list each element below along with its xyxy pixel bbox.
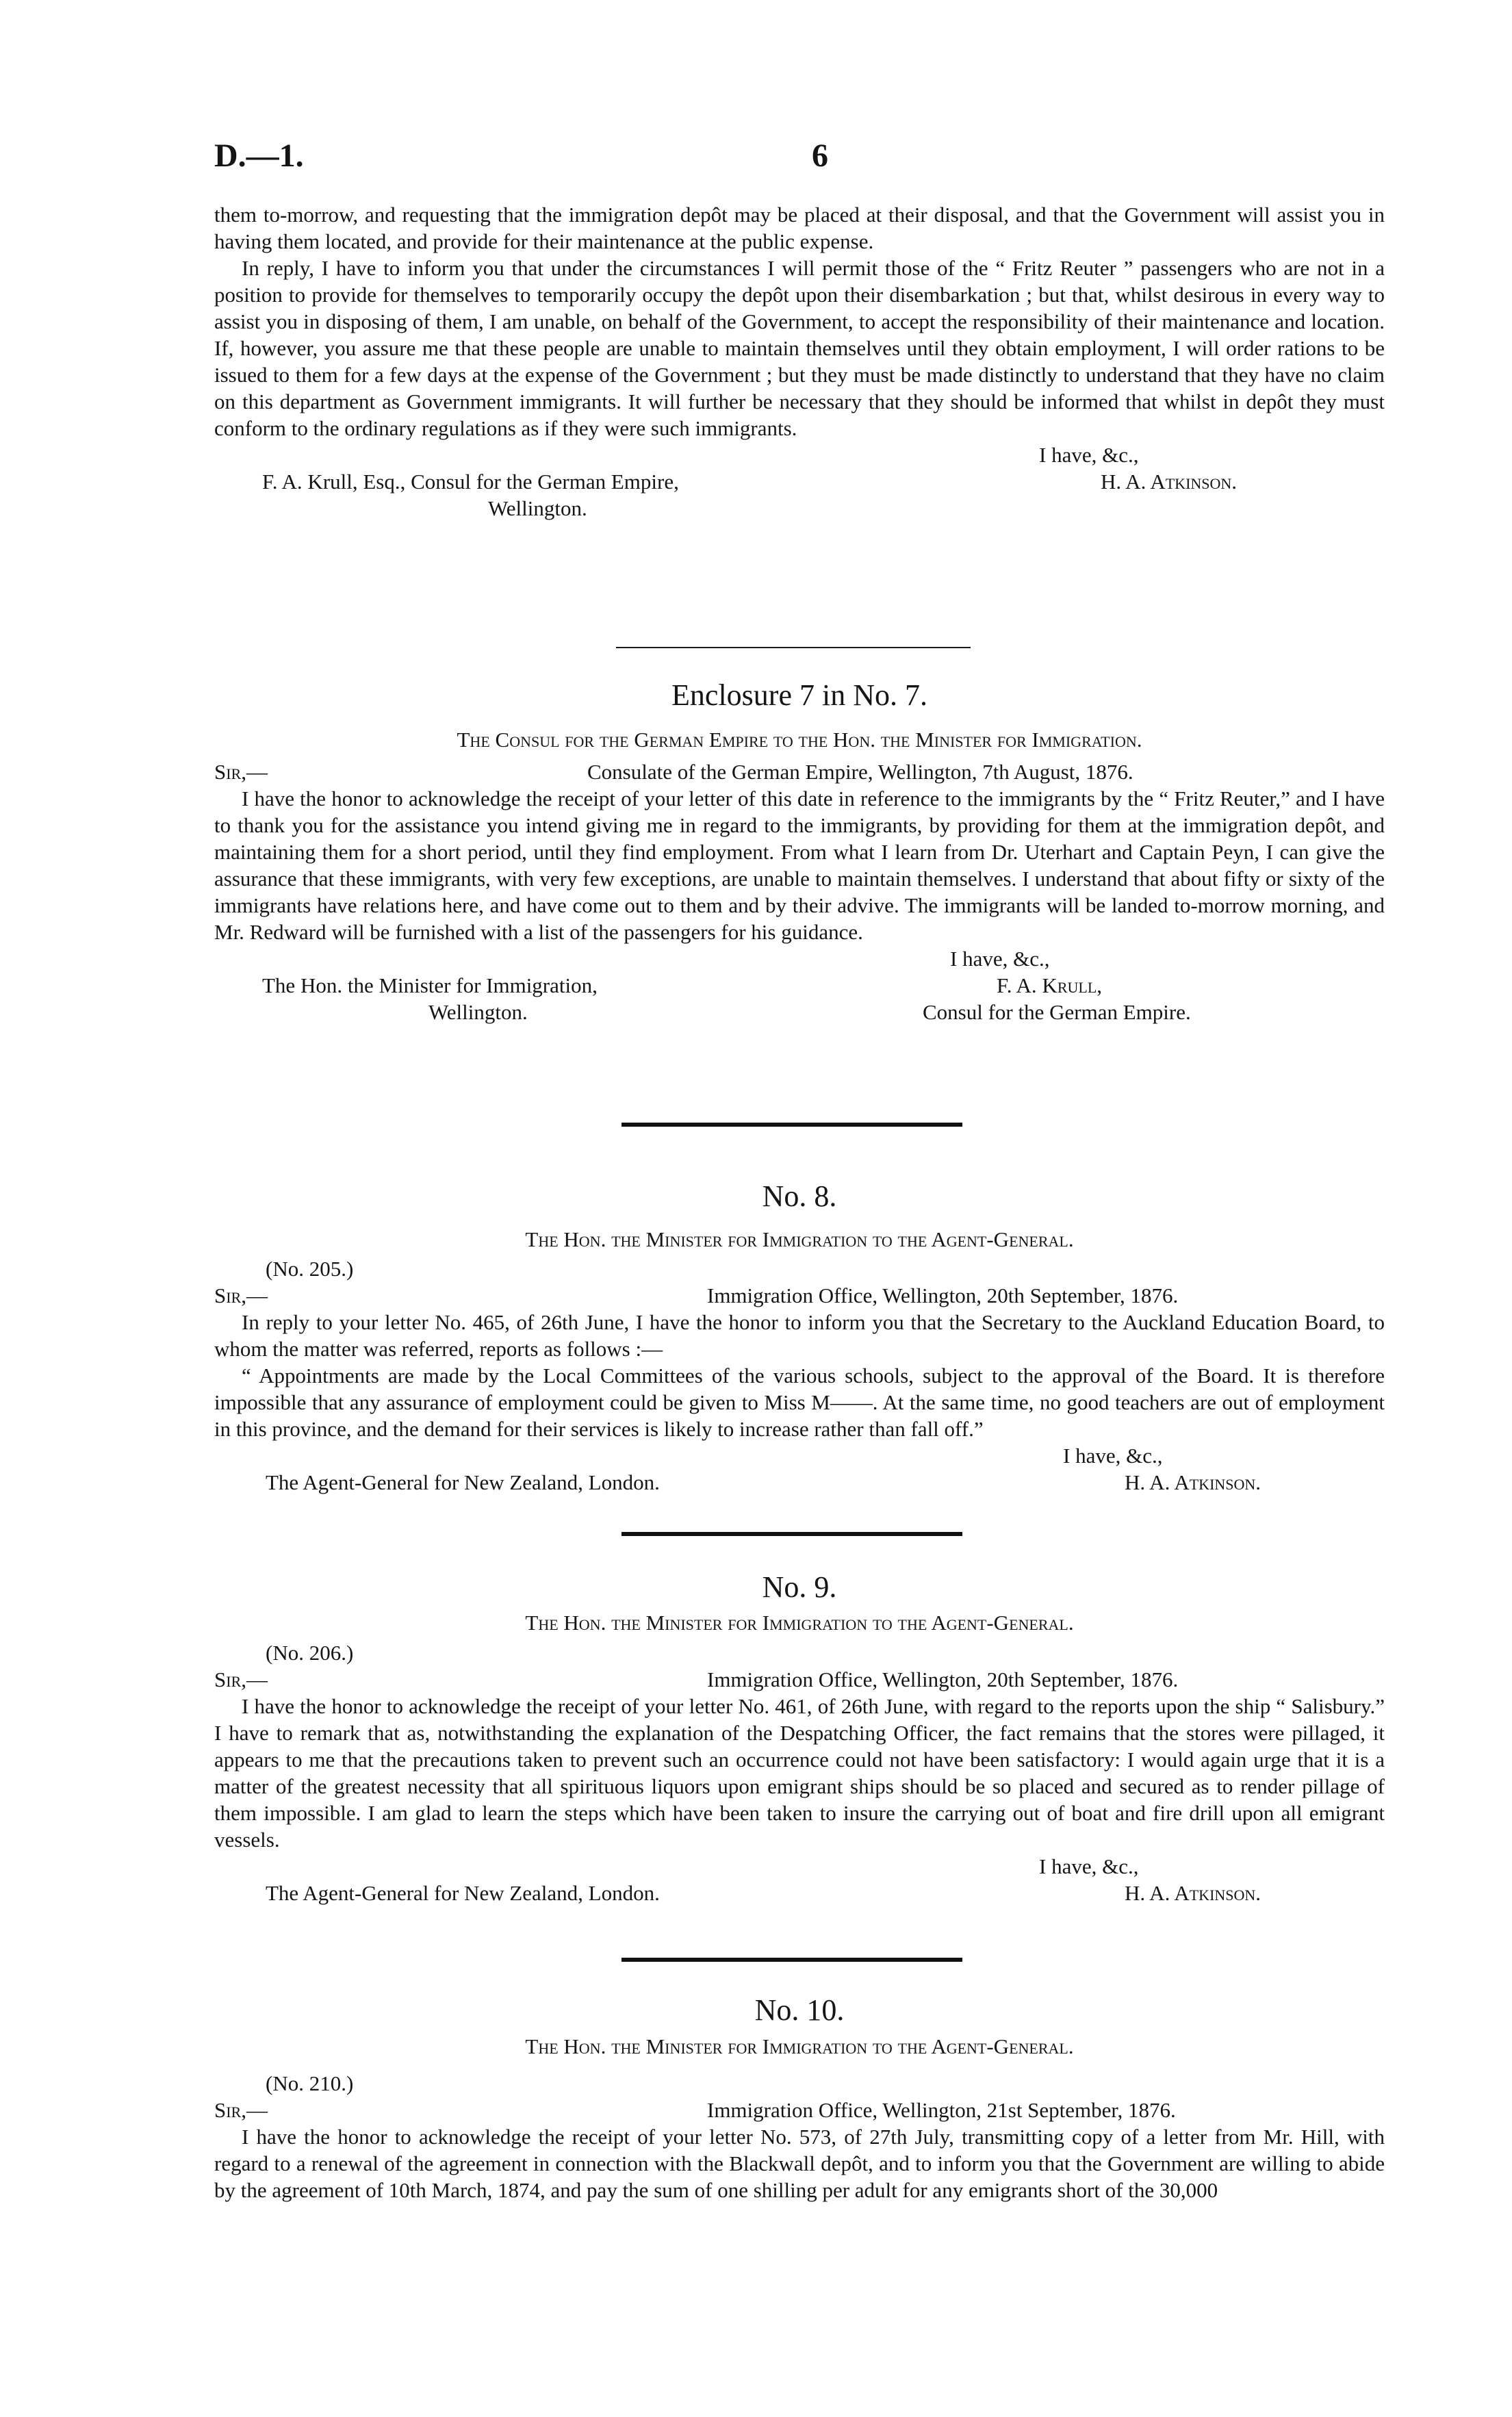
salutation-line	[214, 1282, 1385, 1309]
addressee: The Agent-General for New Zealand, London.	[266, 1881, 660, 1905]
no10-letter	[214, 2070, 1385, 2203]
reference-line	[214, 2070, 1385, 2097]
addressee-place-line	[214, 495, 1385, 522]
top-section	[214, 201, 1385, 522]
paragraph: In reply, I have to inform you that under the circumstances I will permit those of the “ Fritz Reuter ” passengers who are not in a position to provide for themselves to temporarily occupy the depôt upon their disembarkation ; but that, whilst desirous in every way to assist you in disposing of them, I am unable, on behalf of the Government, to accept the responsibility of their maintenance and location. If, however, you assure me that these people are unable to maintain themselves until they obtain employment, I will order rations to be issued to them for a few days at the expense of the Government ; but they must be made distinctly to understand that they have no claim on this department as Government immigrants. It will further be necessary that they should be informed that whilst in depôt they must conform to the ordinary regulations as if they were such immigrants.	[214, 256, 1385, 440]
page-header	[214, 137, 1385, 178]
no8-letter	[214, 1255, 1385, 1496]
dateline: Immigration Office, Wellington, 20th September, 1876.	[707, 1667, 1179, 1691]
addressee: The Hon. the Minister for Immigration,	[262, 973, 598, 997]
dateline: Immigration Office, Wellington, 20th September, 1876.	[707, 1283, 1179, 1307]
salutation-line	[214, 758, 1385, 785]
section-subtitle: The Consul for the German Empire to the Hon. the Minister for Immigration.	[457, 728, 1142, 752]
closing: I have, &c.,	[1039, 443, 1139, 467]
addressee-place: Wellington.	[428, 1000, 528, 1024]
enclosure7-letter	[214, 758, 1385, 1025]
salutation: Sir,—	[214, 2098, 268, 2122]
closing: I have, &c.,	[950, 947, 1050, 971]
addressee: The Agent-General for New Zealand, London.	[266, 1470, 660, 1494]
addressee-line	[214, 1880, 1385, 1906]
section-subtitle: The Hon. the Minister for Immigration to the Agent-General.	[525, 1227, 1074, 1251]
addressee-place: Wellington.	[488, 496, 587, 520]
section-title: No. 10.	[754, 1993, 845, 2027]
salutation: Sir,—	[214, 760, 268, 784]
section-divider	[622, 1958, 962, 1962]
section-subtitle: The Hon. the Minister for Immigration to the Agent-General.	[525, 1611, 1074, 1635]
closing: I have, &c.,	[1063, 1444, 1163, 1468]
salutation-line	[214, 2097, 1385, 2123]
salutation: Sir,—	[214, 1667, 268, 1691]
addressee-line	[214, 468, 1385, 495]
letter-reference: (No. 210.)	[266, 2071, 354, 2095]
signer: H. A. Atkinson.	[1101, 470, 1238, 494]
dateline: Immigration Office, Wellington, 21st September, 1876.	[707, 2098, 1176, 2122]
section-divider	[622, 1123, 962, 1127]
addressee-place-line	[214, 999, 1385, 1025]
signer: H. A. Atkinson.	[1125, 1470, 1261, 1494]
reference-line	[214, 1255, 1385, 1282]
section-subtitle: The Hon. the Minister for Immigration to the Agent-General.	[525, 2034, 1074, 2058]
paragraph: them to-morrow, and requesting that the immigration depôt may be placed at their disposal, and that the Government will assist you in having them located, and provide for their maintenance at the public expense.	[214, 203, 1385, 253]
closing-line	[214, 1853, 1385, 1880]
document-reference: D.—1.	[214, 138, 304, 174]
closing-line	[214, 442, 1385, 468]
section-title: Enclosure 7 in No. 7.	[671, 678, 927, 712]
addressee-line	[214, 1469, 1385, 1496]
section-title: No. 8.	[762, 1179, 837, 1213]
signer: H. A. Atkinson.	[1125, 1881, 1261, 1905]
section-divider	[616, 647, 971, 648]
no9-letter	[214, 1639, 1385, 1906]
signer-title: Consul for the German Empire.	[923, 1000, 1191, 1024]
signer: F. A. Krull,	[997, 973, 1103, 997]
section-title: No. 9.	[762, 1570, 837, 1604]
letter-reference: (No. 206.)	[266, 1641, 354, 1665]
salutation: Sir,—	[214, 1283, 268, 1307]
closing-line	[214, 1442, 1385, 1469]
reference-line	[214, 1639, 1385, 1666]
closing: I have, &c.,	[1039, 1854, 1139, 1878]
letter-reference: (No. 205.)	[266, 1257, 354, 1281]
addressee: F. A. Krull, Esq., Consul for the German Empire,	[262, 470, 679, 494]
paragraph: I have the honor to acknowledge the receipt of your letter No. 461, of 26th June, with regard to the reports upon the ship “ Salisbury.” I have to remark that as, notwithstanding the explanation of the Despatching Officer, the fact remains that the stores were pillaged, it appears to me that the precautions taken to prevent such an occurrence could not have been satisfactory: I would again urge that it is a matter of the greatest necessity that all spirituous liquors upon emigrant ships should be so placed and secured as to render pillage of them impossible. I am glad to learn the steps which have been taken to insure the carrying out of boat and fire drill upon all emigrant vessels.	[214, 1694, 1385, 1852]
quoted-report: “ Appointments are made by the Local Committees of the various schools, subject to the approval of the Board. It is therefore impossible that any assurance of employment could be given to Miss M——. At the same time, no good teachers are out of employment in this province, and the demand for their services is likely to increase rather than fall off.”	[214, 1364, 1385, 1441]
closing-line	[214, 945, 1385, 972]
section-divider	[622, 1532, 962, 1536]
salutation-line	[214, 1666, 1385, 1693]
paragraph: I have the honor to acknowledge the receipt of your letter of this date in reference to the immigrants by the “ Fritz Reuter,” and I have to thank you for the assistance you intend giving me in regard to the immigrants, by providing for them at the immigration depôt, and maintaining them for a short period, until they find employment. From what I learn from Dr. Uterhart and Captain Peyn, I can give the assurance that these immigrants, with very few exceptions, are unable to maintain themselves. I understand that about fifty or sixty of the immigrants have relations here, and have come out to them and by their advive. The immigrants will be landed to-morrow morning, and Mr. Redward will be furnished with a list of the passengers for his guidance.	[214, 787, 1385, 944]
paragraph: I have the honor to acknowledge the receipt of your letter No. 573, of 27th July, transmitting copy of a letter from Mr. Hill, with regard to a renewal of the agreement in connection with the Blackwall depôt, and to inform you that the Government are willing to abide by the agreement of 10th March, 1874, and pay the sum of one shilling per adult for any emigrants short of the 30,000	[214, 2125, 1385, 2202]
page-number: 6	[812, 138, 828, 174]
addressee-line	[214, 972, 1385, 999]
dateline: Consulate of the German Empire, Wellington, 7th August, 1876.	[587, 760, 1133, 784]
paragraph: In reply to your letter No. 465, of 26th June, I have the honor to inform you that the Secretary to the Auckland Education Board, to whom the matter was referred, reports as follows :—	[214, 1310, 1385, 1361]
